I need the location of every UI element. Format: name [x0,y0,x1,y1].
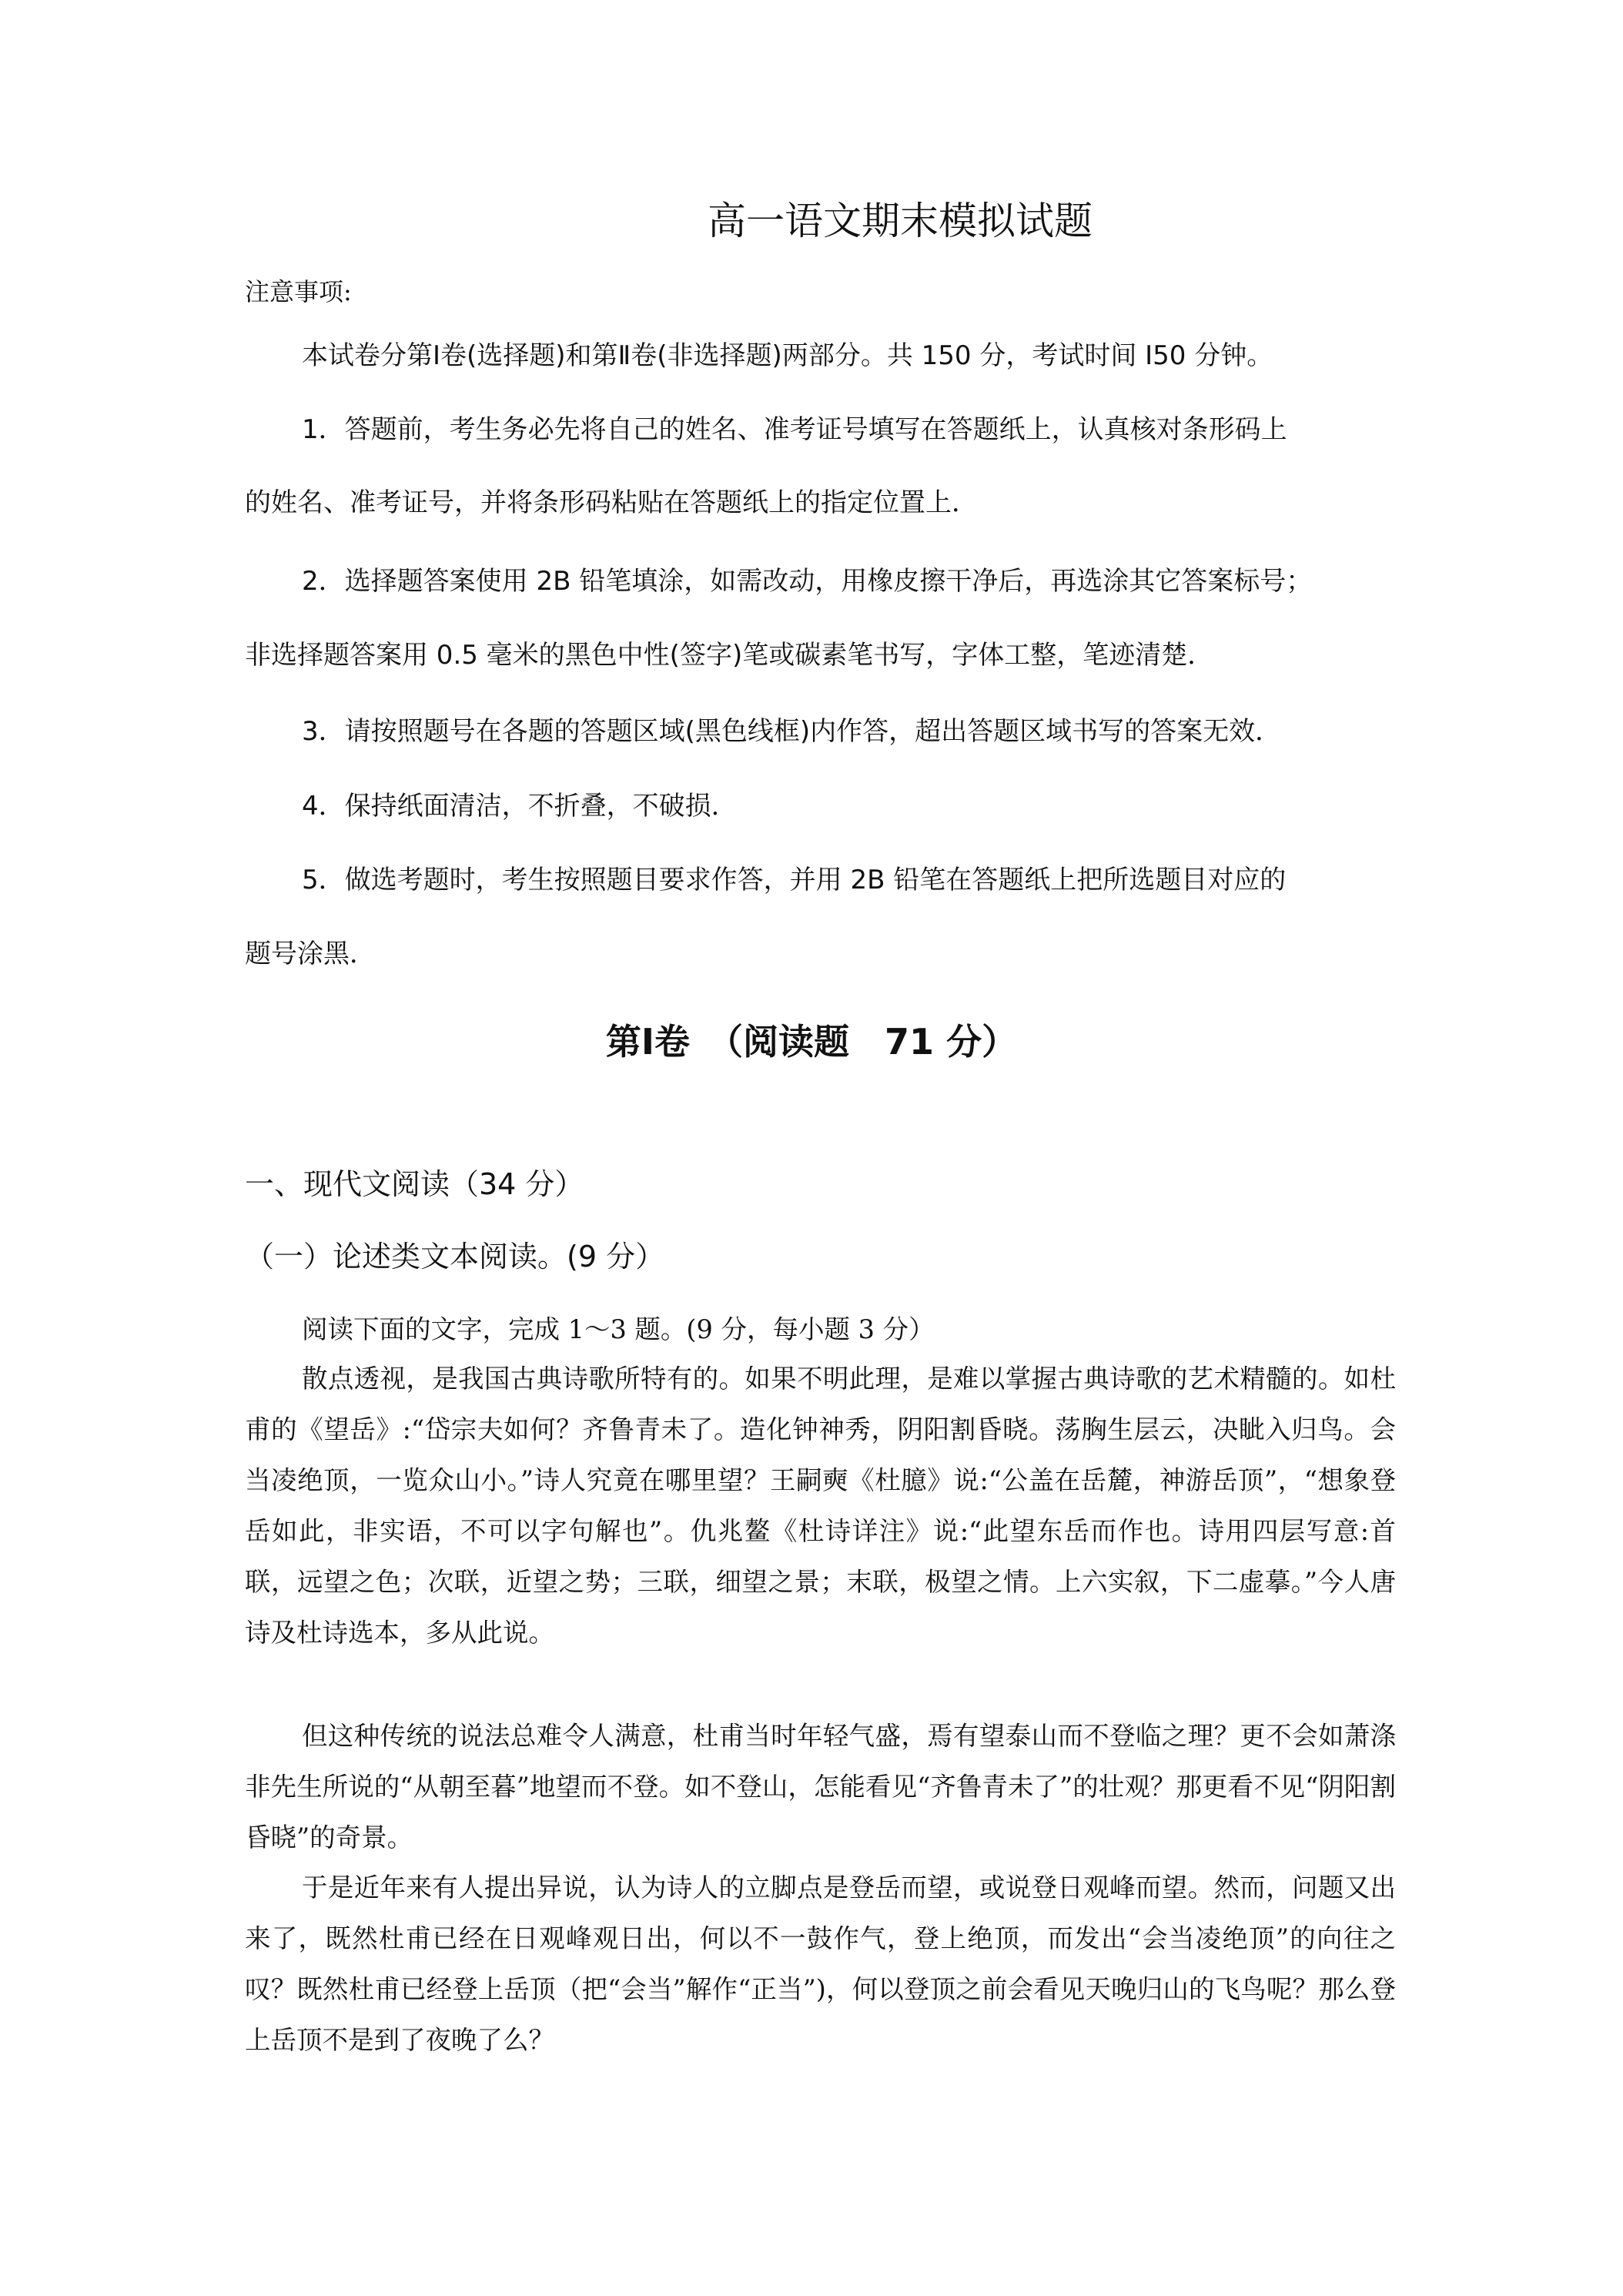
page-title: 高一语文期末模拟试题 [708,199,1093,243]
section-heading: 一、现代文阅读（34 分） [245,1167,584,1201]
intro-text: 本试卷分第Ⅰ卷(选择题)和第Ⅱ卷(非选择题)两部分。共 150 分，考试时间 I50 分钟。 [302,340,1273,371]
rule-4-line-1: 4．保持纸面清洁，不折叠，不破损． [302,791,738,822]
rule-1-line-1: 1．答题前，考生务必先将自己的姓名、准考证号填写在答题纸上，认真核对条形码上 [302,414,1287,445]
notice-label: 注意事项: [245,277,352,306]
rule-2-line-1: 2．选择题答案使用 2B 铅笔填涂，如需改动，用橡皮擦干净后，再选涂其它答案标号； [302,566,1313,597]
paragraph-1: 散点透视，是我国古典诗歌所特有的。如果不明此理，是难以掌握古典诗歌的艺术精髓的。如杜甫的《望岳》:“岱宗夫如何？齐鲁青未了。造化钟神秀，阴阳割昏晓。荡胸生层云，决眦入归鸟。会当凌绝顶，一览众山小。”诗人究竟在哪里望？王嗣奭《杜臆》说:“公盖在岳麓，神游岳顶”，“想象登岳如此，非实语，不可以字句解也”。仇兆鳌《杜诗详注》说:“此望东岳而作也。诗用四层写意:首联，远望之色；次联，近望之势；三联，细望之景；末联，极望之情。上六实叙，下二虚摹。”今人唐诗及杜诗选本，多从此说。 [245,1364,1396,1648]
rule-2-line-2: 非选择题答案用 0.5 毫米的黑色中性(签字)笔或碳素笔书写，字体工整，笔迹清楚． [245,640,1214,671]
volume-heading: 第Ⅰ卷 （阅读题 71 分） [605,1021,1018,1063]
rule-3-line-1: 3．请按照题号在各题的答题区域(黑色线框)内作答，超出答题区域书写的答案无效． [302,716,1282,747]
rule-5-line-1: 5．做选考题时，考生按照题目要求作答，并用 2B 铅笔在答题纸上把所选题目对应的 [302,865,1287,895]
instruction-text: 阅读下面的文字，完成 1～3 题。(9 分，每小题 3 分） [302,1314,935,1344]
subsection-heading: （一）论述类文本阅读。(9 分） [245,1240,665,1274]
rule-5-line-2: 题号涂黑． [245,939,376,969]
paragraph-2: 但这种传统的说法总难令人满意，杜甫当时年轻气盛，焉有望泰山而不登临之理？更不会如萧涤非先生所说的“从朝至暮”地望而不登。如不登山，怎能看见“齐鲁青未了”的壮观？那更看不见“阴阳割昏晓”的奇景。 [245,1721,1396,1853]
rule-1-line-2: 的姓名、准考证号，并将条形码粘贴在答题纸上的指定位置上． [245,487,978,518]
paragraph-3: 于是近年来有人提出异说，认为诗人的立脚点是登岳而望，或说登日观峰而望。然而，问题又出来了，既然杜甫已经在日观峰观日出，何以不一鼓作气，登上绝顶，而发出“会当凌绝顶”的向往之叹？既然杜甫已经登上岳顶（把“会当”解作“正当”)，何以登顶之前会看见天晚归山的飞鸟呢？那么登上岳顶不是到了夜晚了么？ [245,1873,1396,2055]
